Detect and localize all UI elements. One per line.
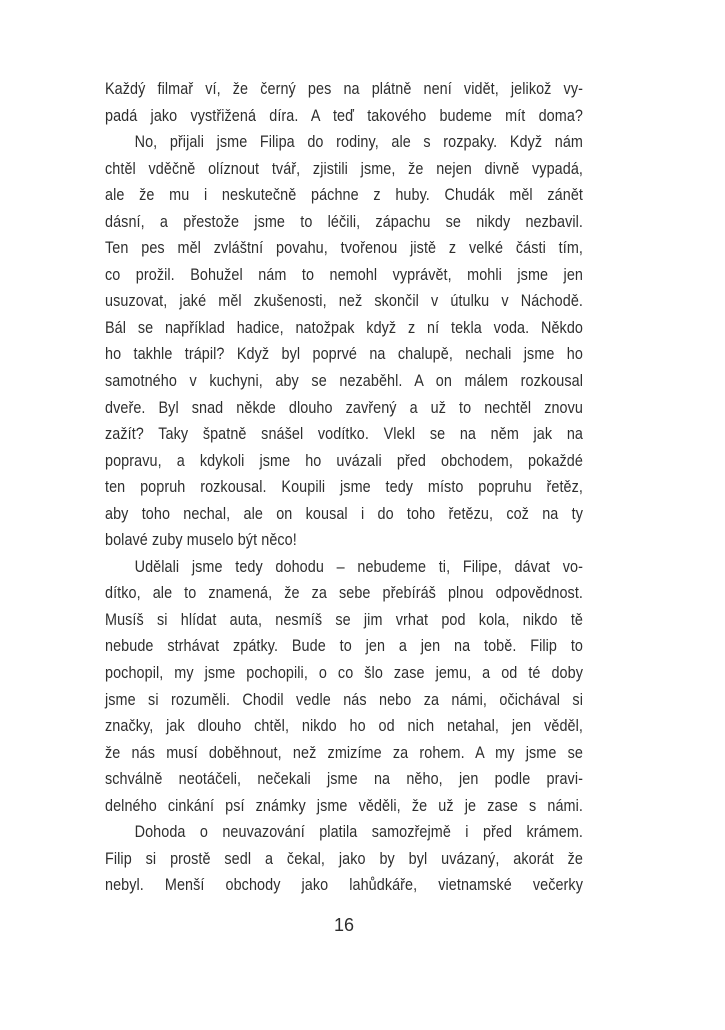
text-line: bolavé zuby muselo být něco! bbox=[105, 530, 297, 550]
text-line: chtěl vděčně olíznout tvář, zjistili jsme, že nejen divně vypadá, bbox=[105, 158, 583, 178]
text-line: aby toho nechal, ale on kousal i do toho řetězu, což na ty bbox=[105, 503, 583, 523]
text-line: dveře. Byl snad někde dlouho zavřený a už to nechtěl znovu bbox=[105, 397, 583, 417]
text-line: co prožil. Bohužel nám to nemohl vyprávět, mohli jsme jen bbox=[105, 264, 583, 284]
text-line: dásní, a přestože jsme to léčili, zápachu se nikdy nezbavil. bbox=[105, 211, 583, 231]
paragraph bbox=[105, 554, 583, 819]
text-line: Dohoda o neuvazování platila samozřejmě i před krámem. bbox=[134, 822, 583, 842]
text-line: ho takhle trápil? Když byl poprvé na chalupě, nechali jsme ho bbox=[105, 344, 583, 364]
text-line: Bál se například hadice, natožpak když z ní tekla voda. Někdo bbox=[105, 317, 583, 337]
text-line: Musíš si hlídat auta, nesmíš se jim vrhat pod kola, nikdo tě bbox=[105, 609, 583, 629]
text-line: schválně neotáčeli, nečekali jsme na něho, jen podle pravi- bbox=[105, 769, 583, 789]
paragraph bbox=[105, 129, 583, 554]
text-line: No, přijali jsme Filipa do rodiny, ale s rozpaky. Když nám bbox=[134, 132, 583, 152]
text-line: Každý filmař ví, že černý pes na plátně není vidět, jelikož vy- bbox=[105, 79, 583, 98]
paragraph bbox=[105, 76, 583, 129]
text-line: pochopil, my jsme pochopili, o co šlo zase jemu, a od té doby bbox=[105, 663, 583, 683]
text-block bbox=[105, 76, 583, 899]
text-line: usuzovat, jaké měl zkušenosti, než skončil v útulku v Náchodě. bbox=[105, 291, 583, 311]
text-line: padá jako vystřižená díra. A teď takového budeme mít doma? bbox=[105, 105, 583, 125]
text-line: Ten pes měl zvláštní povahu, tvořenou jistě z velké části tím, bbox=[105, 238, 583, 258]
text-line: Filip si prostě sedl a čekal, jako by byl uvázaný, akorát že bbox=[105, 848, 583, 868]
text-line: samotného v kuchyni, aby se nezaběhl. A on málem rozkousal bbox=[105, 371, 583, 391]
text-line: ten popruh rozkousal. Koupili jsme tedy místo popruhu řetěz, bbox=[105, 477, 583, 497]
text-line: nebude strhávat zpátky. Bude to jen a jen na tobě. Filip to bbox=[105, 636, 583, 656]
paragraph bbox=[105, 819, 583, 899]
text-line: dítko, ale to znamená, že za sebe přebíráš plnou odpovědnost. bbox=[105, 583, 583, 603]
text-line: Udělali jsme tedy dohodu – nebudeme ti, Filipe, dávat vo- bbox=[134, 556, 583, 576]
text-line: že nás musí doběhnout, než zmizíme za rohem. A my jsme se bbox=[105, 742, 583, 762]
text-line: nebyl. Menší obchody jako lahůdkáře, vietnamské večerky bbox=[105, 875, 583, 895]
text-line: jsme si rozuměli. Chodil vedle nás nebo za námi, očichával si bbox=[105, 689, 583, 709]
text-line: zažít? Taky špatně snášel vodítko. Vlekl se na něm jak na bbox=[105, 424, 583, 444]
page-number: 16 bbox=[333, 915, 355, 935]
text-line: ale že mu i neskutečně páchne z huby. Chudák měl zánět bbox=[105, 185, 583, 205]
text-line: značky, jak dlouho chtěl, nikdo ho od nich netahal, jen věděl, bbox=[105, 716, 583, 736]
text-line: popravu, a kdykoli jsme ho uvázali před obchodem, pokaždé bbox=[105, 450, 583, 470]
text-line: delného cinkání psí známky jsme věděli, že už je zase s námi. bbox=[105, 795, 583, 815]
